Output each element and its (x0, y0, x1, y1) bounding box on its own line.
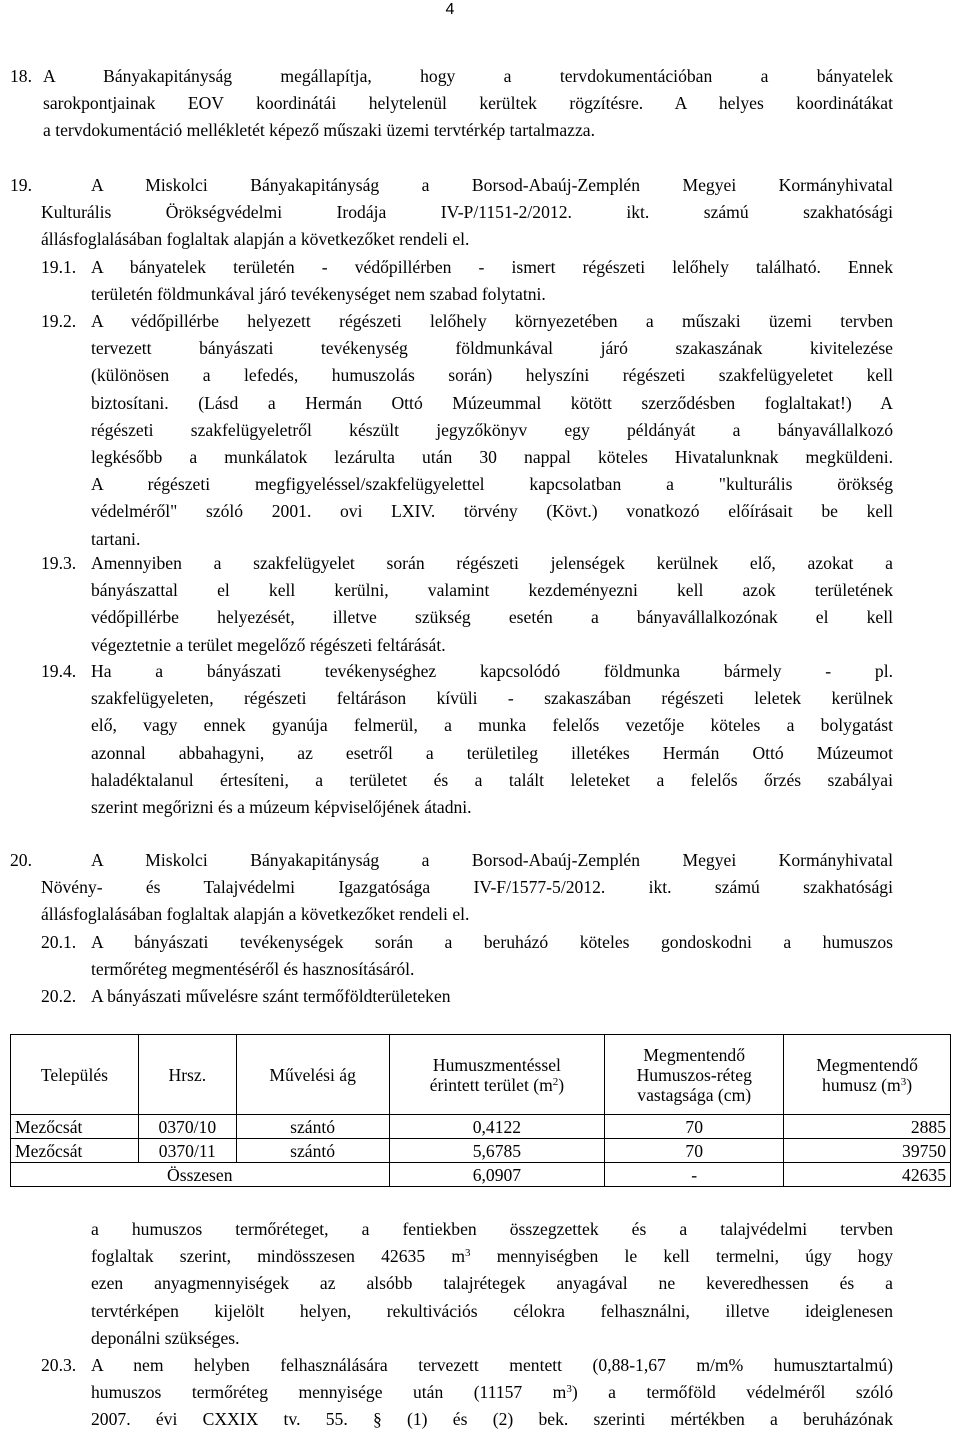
item-20-number: 20. (10, 850, 32, 870)
header-telepules: Település (11, 1035, 139, 1115)
item-19-2-line-7: A régészeti megfigyeléssel/szakfelügyelettel kapcsolatban a "kulturális örökség (91, 474, 893, 495)
item-19-1-number: 19.1. (41, 257, 77, 277)
item-19-line-2: Kulturális Örökségvédelmi Irodája IV-P/1151-2/2012. ikt. számú szakhatósági (41, 202, 893, 223)
item-19-4-line-5: haladéktalanul értesíteni, a területet és a talált leleteket a felelős őrzés szabályai (91, 769, 893, 790)
item-18-line-1: A Bányakapitányság megállapítja, hogy a tervdokumentációban a bányatelek (43, 66, 893, 86)
item-19-1-first-row (41, 254, 893, 281)
after-table-line-1: a humuszos termőréteget, a fentiekben összegzettek és a talajvédelmi tervben (91, 1219, 893, 1239)
after-table-line-2-post: mennyiségben le kell termelni, úgy hogy (470, 1246, 893, 1267)
after-table-line-3: ezen anyagmennyiségek az alsóbb talajrétegek anyagával ne keveredhessen és a (91, 1273, 893, 1294)
header-humusz (784, 1035, 951, 1115)
item-18-number: 18. (10, 66, 32, 86)
item-19-4-number: 19.4. (41, 661, 77, 681)
after-table-line-2-pre: foglaltak szerint, mindösszesen 42635 m (91, 1246, 466, 1267)
cell-terulet: 0,4122 (389, 1115, 605, 1139)
item-19-2-line-8: védelméről" szóló 2001. ovi LXIV. törvény (Kövt.) vonatkozó előírásait be kell (91, 501, 893, 522)
header-hrsz: Hrsz. (138, 1035, 236, 1115)
cell-telepules: Mezőcsát (11, 1139, 139, 1163)
cell-humusz: 39750 (784, 1139, 951, 1163)
item-19-1 (41, 254, 893, 308)
item-19-1-line-1: A bányatelek területén - védőpillérben - ismert régészeti lelőhely található. Ennek (91, 257, 893, 277)
header-humusz-end: ) (906, 1074, 913, 1095)
item-20-3-line-2-superscript: 3 (566, 1383, 572, 1396)
item-20-first-row (10, 847, 893, 874)
item-19-number: 19. (10, 175, 32, 195)
item-20-line-3: állásfoglalásában foglaltak alapján a következőket rendeli el. (41, 904, 470, 925)
item-19-2-line-3: (különösen a lefedés, humuszolás során) helyszíni régészeti szakfelügyeletet kell (91, 365, 893, 386)
item-19-1-line-2: területén földmunkával járó tevékenységet nem szabad folytatni. (91, 284, 546, 305)
cell-hrsz: 0370/11 (138, 1139, 236, 1163)
header-vastagsag-line-1: Megmentendő (643, 1044, 746, 1065)
item-19-3-line-3: védőpillérbe helyezését, illetve szükség esetén a bányavállalkozónak el kell (91, 607, 893, 628)
item-19-3-line-2: bányászattal el kell kerülni, valamint kezdeményezni kell azok területének (91, 580, 893, 601)
item-20-1-first-row (41, 929, 893, 956)
item-19-2 (41, 308, 893, 553)
header-terulet-end: ) (558, 1074, 565, 1095)
after-table-line-2-superscript: 3 (465, 1247, 471, 1260)
header-terulet-superscript: 2 (552, 1075, 559, 1088)
item-19-2-first-row (41, 308, 893, 335)
item-20-3-first-row (41, 1352, 893, 1379)
header-vastagsag-line-2: Humuszos-réteg (636, 1064, 752, 1085)
item-20-1 (41, 929, 893, 983)
item-19-2-number: 19.2. (41, 311, 77, 331)
item-19-4-line-2: szakfelügyeleten, régészeti feltáráson kívüli - szakaszában régészeti leletek kerülnek (91, 688, 893, 709)
item-19-2-line-1: A védőpillérbe helyezett régészeti lelőhely környezetében a műszaki üzemi tervben (91, 311, 893, 331)
item-20-2-first-row (41, 983, 893, 1010)
cell-humusz: 2885 (784, 1115, 951, 1139)
item-18-line-3: a tervdokumentáció mellékletét képező műszaki üzemi tervtérkép tartalmazza. (43, 120, 595, 141)
header-muvelesi-ag: Művelési ág (236, 1035, 389, 1115)
cell-total-terulet: 6,0907 (389, 1163, 605, 1187)
humus-table (10, 1034, 951, 1187)
cell-total-vastagsag: - (605, 1163, 784, 1187)
header-humusz-line-2: humusz (m (822, 1074, 901, 1095)
item-20-2-number: 20.2. (41, 986, 77, 1006)
item-20-1-number: 20.1. (41, 932, 77, 952)
item-20-3-line-2 (91, 1379, 893, 1406)
item-19-3 (41, 550, 893, 659)
cell-muvelesi-ag: szántó (236, 1139, 389, 1163)
item-19-2-line-6: legkésőbb a munkálatok lezárulta után 30 nappal köteles Hivatalunknak megküldeni. (91, 446, 893, 467)
page-number: 4 (445, 1, 455, 18)
item-19-2-line-2: tervezett bányászati tevékenység földmunkával járó szakaszának kivitelezése (91, 338, 893, 359)
item-18 (10, 63, 893, 145)
cell-muvelesi-ag: szántó (236, 1115, 389, 1139)
item-20-3-line-3: 2007. évi CXXIX tv. 55. § (1) és (2) bek. szerinti mértékben a beruházónak (91, 1409, 893, 1430)
item-20-3-line-1: A nem helyben felhasználására tervezett mentett (0,88-1,67 m/m% humusztartalmú) (91, 1355, 893, 1375)
after-table-line-2 (91, 1243, 893, 1270)
item-20-1-line-2: termőréteg megmentéséről és hasznosításáról. (91, 959, 415, 980)
item-19-first-row (10, 172, 893, 199)
item-18-first-row (10, 63, 893, 90)
header-terulet-line-1: Humuszmentéssel (432, 1054, 561, 1075)
cell-telepules: Mezőcsát (11, 1115, 139, 1139)
header-terulet (389, 1035, 605, 1115)
item-19-4-line-4: azonnal abbahagyni, az esetről a területileg illetékes Hermán Ottó Múzeumot (91, 742, 893, 763)
item-18-line-2: sarokpontjainak EOV koordinátái helytelenül kerültek rögzítésre. A helyes koordinátákat (43, 93, 893, 114)
header-humusz-superscript: 3 (900, 1075, 907, 1088)
table-total-row (11, 1163, 951, 1187)
cell-total-label: Összesen (11, 1163, 390, 1187)
table-header-row (11, 1035, 951, 1115)
cell-hrsz: 0370/10 (138, 1115, 236, 1139)
cell-total-humusz: 42635 (784, 1163, 951, 1187)
item-20-2 (41, 983, 893, 1010)
after-table-paragraph (91, 1216, 893, 1352)
item-20-3-line-2-pre: humuszos termőréteg mennyisége után (11157 m (91, 1382, 567, 1403)
item-19-2-line-9: tartani. (91, 528, 141, 549)
item-19-4 (41, 658, 893, 821)
cell-vastagsag: 70 (605, 1115, 784, 1139)
item-19-3-first-row (41, 550, 893, 577)
header-terulet-line-2: érintett terület (m (429, 1074, 553, 1095)
table-row (11, 1139, 951, 1163)
item-20-3-number: 20.3. (41, 1355, 77, 1375)
item-19-line-1: A Miskolci Bányakapitányság a Borsod-Abaúj-Zemplén Megyei Kormányhivatal (91, 175, 893, 195)
item-19-3-line-4: végeztetnie a terület megelőző régészeti feltárását. (91, 634, 446, 655)
header-humusz-line-1: Megmentendő (816, 1054, 918, 1075)
table-row (11, 1115, 951, 1139)
item-20-3 (41, 1352, 893, 1434)
after-table-line-4: tervtérképen kijelölt helyen, rekultivációs célokra felhasználni, illetve ideiglenesen (91, 1300, 893, 1321)
item-19-3-number: 19.3. (41, 553, 77, 573)
cell-terulet: 5,6785 (389, 1139, 605, 1163)
item-19-4-line-6: szerint megőrizni és a múzeum képviselőjének átadni. (91, 796, 472, 817)
item-20-3-line-2-post: ) a termőföld védelméről szóló (571, 1382, 893, 1403)
item-20-line-2: Növény- és Talajvédelmi Igazgatósága IV-F/1577-5/2012. ikt. számú szakhatósági (41, 877, 893, 898)
header-vastagsag (605, 1035, 784, 1115)
item-19-2-line-4: biztosítani. (Lásd a Hermán Ottó Múzeummal kötött szerződésben foglaltakat!) A (91, 392, 893, 413)
header-vastagsag-line-3: vastagsága (cm) (637, 1084, 752, 1105)
item-20-line-1: A Miskolci Bányakapitányság a Borsod-Abaúj-Zemplén Megyei Kormányhivatal (91, 850, 893, 870)
cell-vastagsag: 70 (605, 1139, 784, 1163)
after-table-line-5: deponálni szükséges. (91, 1327, 240, 1348)
item-20-2-line-1: A bányászati művelésre szánt termőföldterületeken (91, 986, 451, 1006)
item-19-2-line-5: régészeti szakfelügyeletről készült jegyzőkönyv egy példányát a bányavállalkozó (91, 419, 893, 440)
item-19-line-3: állásfoglalásában foglaltak alapján a következőket rendeli el. (41, 229, 470, 250)
item-19-4-line-3: elő, vagy ennek gyanúja felmerül, a munka felelős vezetője köteles a bolygatást (91, 715, 893, 736)
item-19-4-first-row (41, 658, 893, 685)
item-19-4-line-1: Ha a bányászati tevékenységhez kapcsolódó földmunka bármely - pl. (91, 661, 893, 681)
item-19 (10, 172, 893, 254)
item-19-3-line-1: Amennyiben a szakfelügyelet során régészeti jelenségek kerülnek elő, azokat a (91, 553, 893, 573)
item-20-1-line-1: A bányászati tevékenységek során a beruházó köteles gondoskodni a humuszos (91, 932, 893, 952)
item-20 (10, 847, 893, 929)
